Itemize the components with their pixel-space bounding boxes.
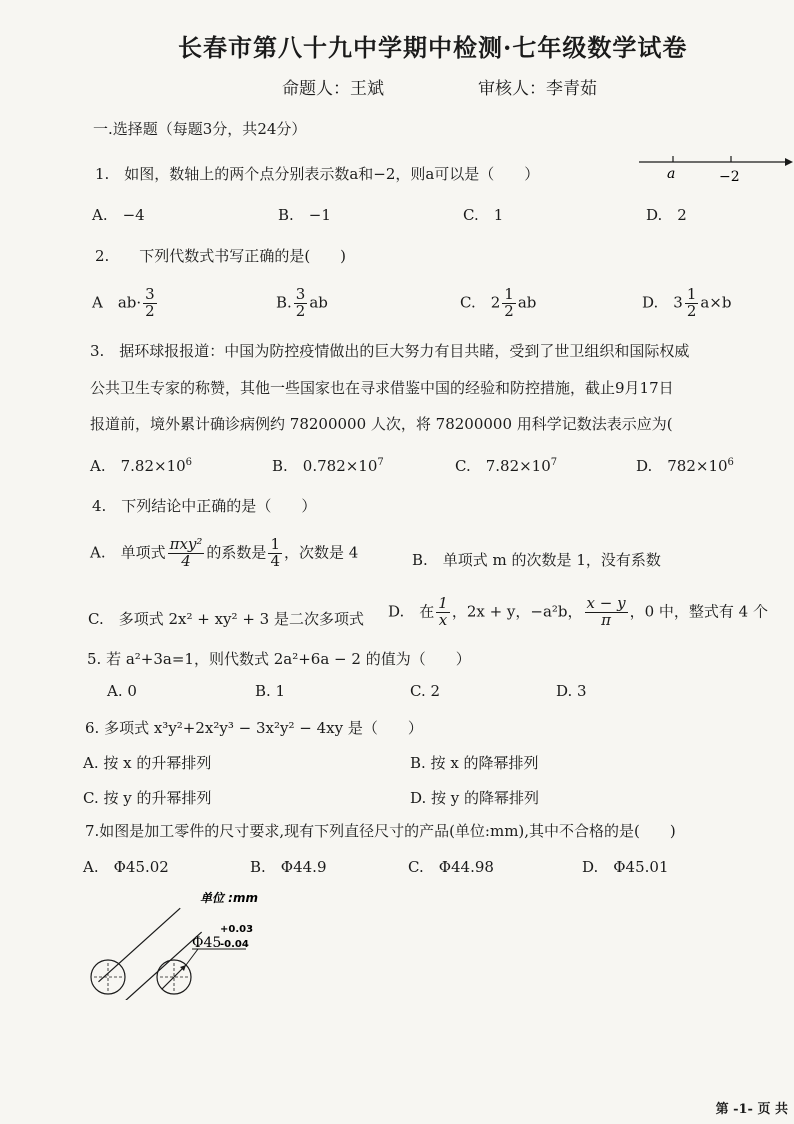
- page-number: 第 -1- 页 共: [715, 1102, 788, 1117]
- q2-d-fraction: $\frac{1}{2}$: [686, 285, 697, 320]
- q2-c-prefix: C. 2: [460, 293, 501, 312]
- q1-option-b[interactable]: B. −1: [278, 206, 331, 224]
- q6-option-b[interactable]: B. 按 x 的降幂排列: [410, 754, 539, 772]
- q1-option-c[interactable]: C. 1: [463, 206, 504, 224]
- q2-option-d[interactable]: [642, 287, 731, 320]
- dimension-plus: +0.03: [220, 924, 254, 935]
- q5-option-c[interactable]: C. 2: [410, 682, 441, 700]
- q7-option-d[interactable]: D. Φ45.01: [582, 858, 669, 876]
- author-label: 命题人：王斌: [282, 79, 384, 99]
- q1-stem: 1. 如图，数轴上的两个点分别表示数a和−2，则a可以是（ ）: [95, 165, 540, 183]
- q2-c-suffix: ab: [517, 293, 537, 312]
- q5-option-d[interactable]: D. 3: [556, 682, 587, 700]
- q2-d-prefix: D. 3: [642, 293, 683, 312]
- q4-option-d[interactable]: D. 在 $\frac{1}{x}$ ，2x + y，−a²b， $\frac{x - y}{\pi}$ ，0 中，整式有 4 个: [388, 596, 768, 629]
- q4-stem: 4. 下列结论中正确的是（ ）: [92, 497, 317, 515]
- q2-c-fraction: $\frac{1}{2}$: [504, 285, 514, 320]
- q6-option-c[interactable]: C. 按 y 的升幂排列: [83, 789, 212, 807]
- q5-option-b[interactable]: B. 1: [255, 682, 286, 700]
- q2-b-suffix: ab: [309, 293, 328, 312]
- axis-label-a: a: [667, 166, 676, 182]
- cylinder-part-figure: [80, 885, 270, 1000]
- q7-option-c[interactable]: C. Φ44.98: [408, 858, 494, 876]
- q3-option-b[interactable]: B. $0.782\times 10^7$: [272, 457, 384, 475]
- q4-a-fraction-2: $\frac{1}{4}$: [270, 535, 280, 570]
- q7-stem: 7.如图是加工零件的尺寸要求,现有下列直径尺寸的产品(单位:mm),其中不合格的是( ): [85, 822, 676, 840]
- q4-option-a[interactable]: A. 单项式 πxy² 4 的系数是 $\frac{1}{4}$ ，次数是 4: [90, 535, 359, 570]
- q2-option-b[interactable]: [276, 287, 328, 320]
- q2-option-a[interactable]: [92, 287, 159, 320]
- q7-option-a[interactable]: A. Φ45.02: [83, 858, 169, 876]
- q3-line-1: 3. 据环球报报道：中国为防控疫情做出的巨大努力有目共睹，受到了世卫组织和国际权威: [90, 342, 690, 360]
- section-title: 一.选择题（每题3分，共24分）: [93, 120, 307, 138]
- q4-d-fraction-2: $\frac{x - y}{\pi}$: [586, 596, 626, 629]
- number-line-figure: [635, 150, 794, 184]
- q2-d-suffix: a×b: [700, 293, 732, 312]
- q3-option-c[interactable]: C. $7.82\times 10^7$: [455, 457, 558, 475]
- dimension-minus: -0.04: [220, 939, 249, 950]
- q6-option-a[interactable]: A. 按 x 的升幂排列: [83, 754, 212, 772]
- q5-stem: 5. 若 a²+3a=1，则代数式 2a²+6a − 2 的值为（ ）: [87, 650, 471, 668]
- axis-label-minus-two: −2: [719, 169, 740, 184]
- page-title: 长春市第八十九中学期中检测·七年级数学试卷: [178, 33, 688, 62]
- q5-option-a[interactable]: A. 0: [107, 682, 137, 700]
- q6-option-d[interactable]: D. 按 y 的降幂排列: [410, 789, 540, 807]
- q2-a-fraction: $\frac{3}{2}$: [145, 285, 155, 320]
- reviewer-label: 审核人：李青茹: [478, 79, 597, 99]
- q2-b-fraction: $\frac{3}{2}$: [295, 285, 306, 320]
- q7-option-b[interactable]: B. Φ44.9: [250, 858, 327, 876]
- q4-d-fraction-1: $\frac{1}{x}$: [438, 596, 448, 629]
- q4-option-c[interactable]: C. 多项式 2x² + xy² + 3 是二次多项式: [88, 610, 364, 628]
- q2-b-prefix: B.: [276, 293, 292, 312]
- dimension-main: Φ45: [192, 935, 222, 951]
- q3-option-a[interactable]: A. $7.82\times 10^6$: [90, 457, 193, 475]
- q1-option-a[interactable]: A. −4: [92, 206, 145, 224]
- q2-option-c[interactable]: [460, 287, 536, 320]
- q3-option-d[interactable]: D. $782\times 10^6$: [636, 457, 734, 475]
- unit-label: 单位 :mm: [200, 891, 258, 905]
- q2-stem: 2. 下列代数式书写正确的是( ): [95, 247, 347, 265]
- number-line-arrow: [785, 158, 793, 166]
- q4-a-fraction-1: πxy² 4: [169, 535, 203, 570]
- q3-line-2: 公共卫生专家的称赞，其他一些国家也在寻求借鉴中国的经验和防控措施，截止9月17日: [90, 379, 674, 397]
- q4-option-b[interactable]: B. 单项式 m 的次数是 1，没有系数: [412, 551, 661, 569]
- q3-line-3: 报道前，境外累计确诊病例约 78200000 人次，将 78200000 用科学记数法表示应为(: [90, 415, 673, 433]
- cylinder-body: [98, 908, 201, 1000]
- q1-option-d[interactable]: D. 2: [646, 206, 687, 224]
- q2-a-prefix: A ab·: [92, 293, 142, 312]
- q6-stem: 6. 多项式 x³y²+2x²y³ − 3x²y² − 4xy 是（ ）: [85, 719, 423, 737]
